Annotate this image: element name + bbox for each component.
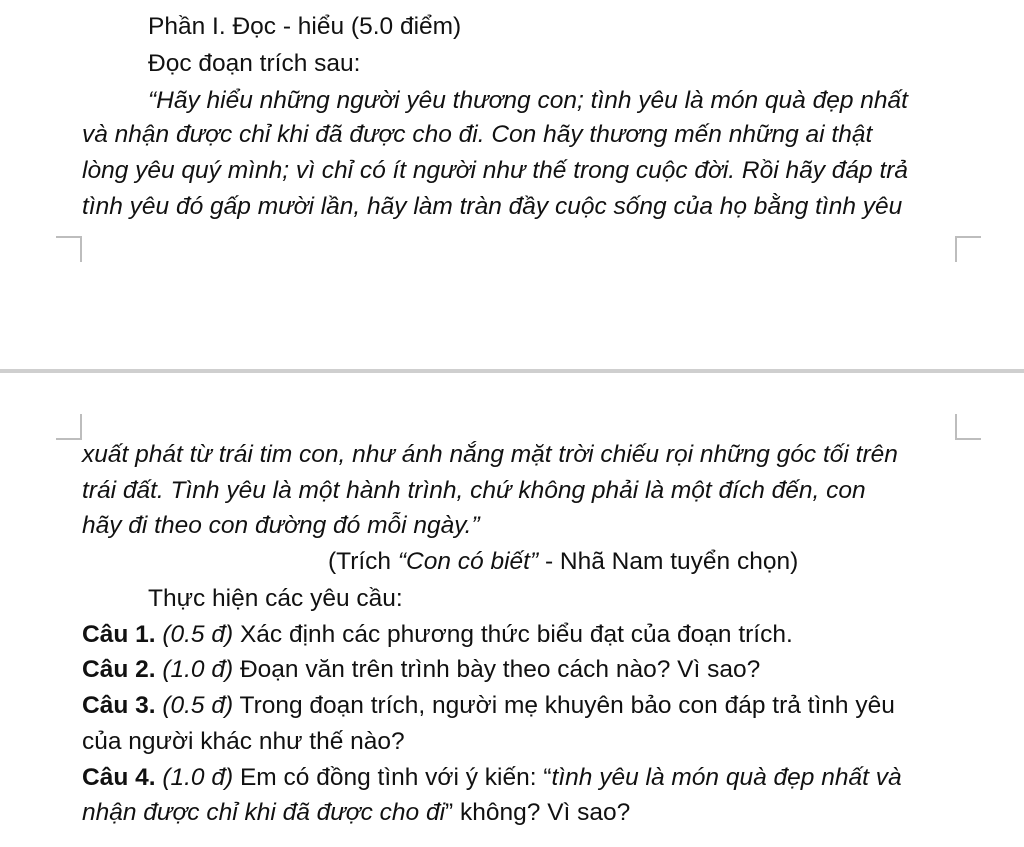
passage-line: hãy đi theo con đường đó mỗi ngày.” <box>82 512 480 539</box>
question-text: Đoạn văn trên trình bày theo cách nào? Vì sao? <box>233 656 761 683</box>
question-2 <box>82 655 760 685</box>
question-label: Câu 2. <box>82 656 156 683</box>
task-intro: Thực hiện các yêu cầu: <box>148 585 403 612</box>
source-prefix: (Trích <box>328 548 398 575</box>
question-points: (0.5 đ) <box>162 621 234 648</box>
passage-line: trái đất. Tình yêu là một hành trình, chứ không phải là một đích đến, con <box>82 477 866 504</box>
question-3 <box>82 691 895 721</box>
question-text: Xác định các phương thức biểu đạt của đoạn trích. <box>233 621 793 648</box>
passage-line: “Hãy hiểu những người yêu thương con; tình yêu là món quà đẹp nhất <box>148 87 908 114</box>
question-points: (0.5 đ) <box>162 692 234 719</box>
passage-source <box>328 547 798 577</box>
question-quote: nhận được chỉ khi đã được cho đi <box>82 799 446 826</box>
section-heading: Phần I. Đọc - hiểu (5.0 điểm) <box>148 13 462 40</box>
margin-corner-mark <box>955 414 981 440</box>
margin-corner-mark <box>56 414 82 440</box>
question-points: (1.0 đ) <box>162 656 234 683</box>
question-label: Câu 4. <box>82 764 156 791</box>
question-4-continuation <box>82 798 630 828</box>
question-4 <box>82 763 902 793</box>
question-1 <box>82 620 793 650</box>
source-suffix: - Nhã Nam tuyển chọn) <box>538 548 799 575</box>
source-title: “Con có biết” <box>397 548 539 575</box>
question-text: Trong đoạn trích, người mẹ khuyên bảo con đáp trả tình yêu <box>233 692 895 719</box>
question-tail: ” không? Vì sao? <box>445 799 631 826</box>
question-points: (1.0 đ) <box>162 764 234 791</box>
margin-corner-mark <box>56 236 82 262</box>
reading-instruction: Đọc đoạn trích sau: <box>148 50 361 77</box>
question-label: Câu 3. <box>82 692 156 719</box>
passage-line: tình yêu đó gấp mười lần, hãy làm tràn đầy cuộc sống của họ bằng tình yêu <box>82 193 903 220</box>
passage-line: lòng yêu quý mình; vì chỉ có ít người như thế trong cuộc đời. Rồi hãy đáp trả <box>82 157 909 184</box>
passage-line: và nhận được chỉ khi đã được cho đi. Con hãy thương mến những ai thật <box>82 121 873 148</box>
passage-line: xuất phát từ trái tim con, như ánh nắng mặt trời chiếu rọi những góc tối trên <box>82 441 898 468</box>
question-text: Em có đồng tình với ý kiến: “ <box>233 764 552 791</box>
question-3-continuation: của người khác như thế nào? <box>82 728 405 755</box>
question-quote: tình yêu là món quà đẹp nhất và <box>551 764 902 791</box>
margin-corner-mark <box>955 236 981 262</box>
question-label: Câu 1. <box>82 621 156 648</box>
